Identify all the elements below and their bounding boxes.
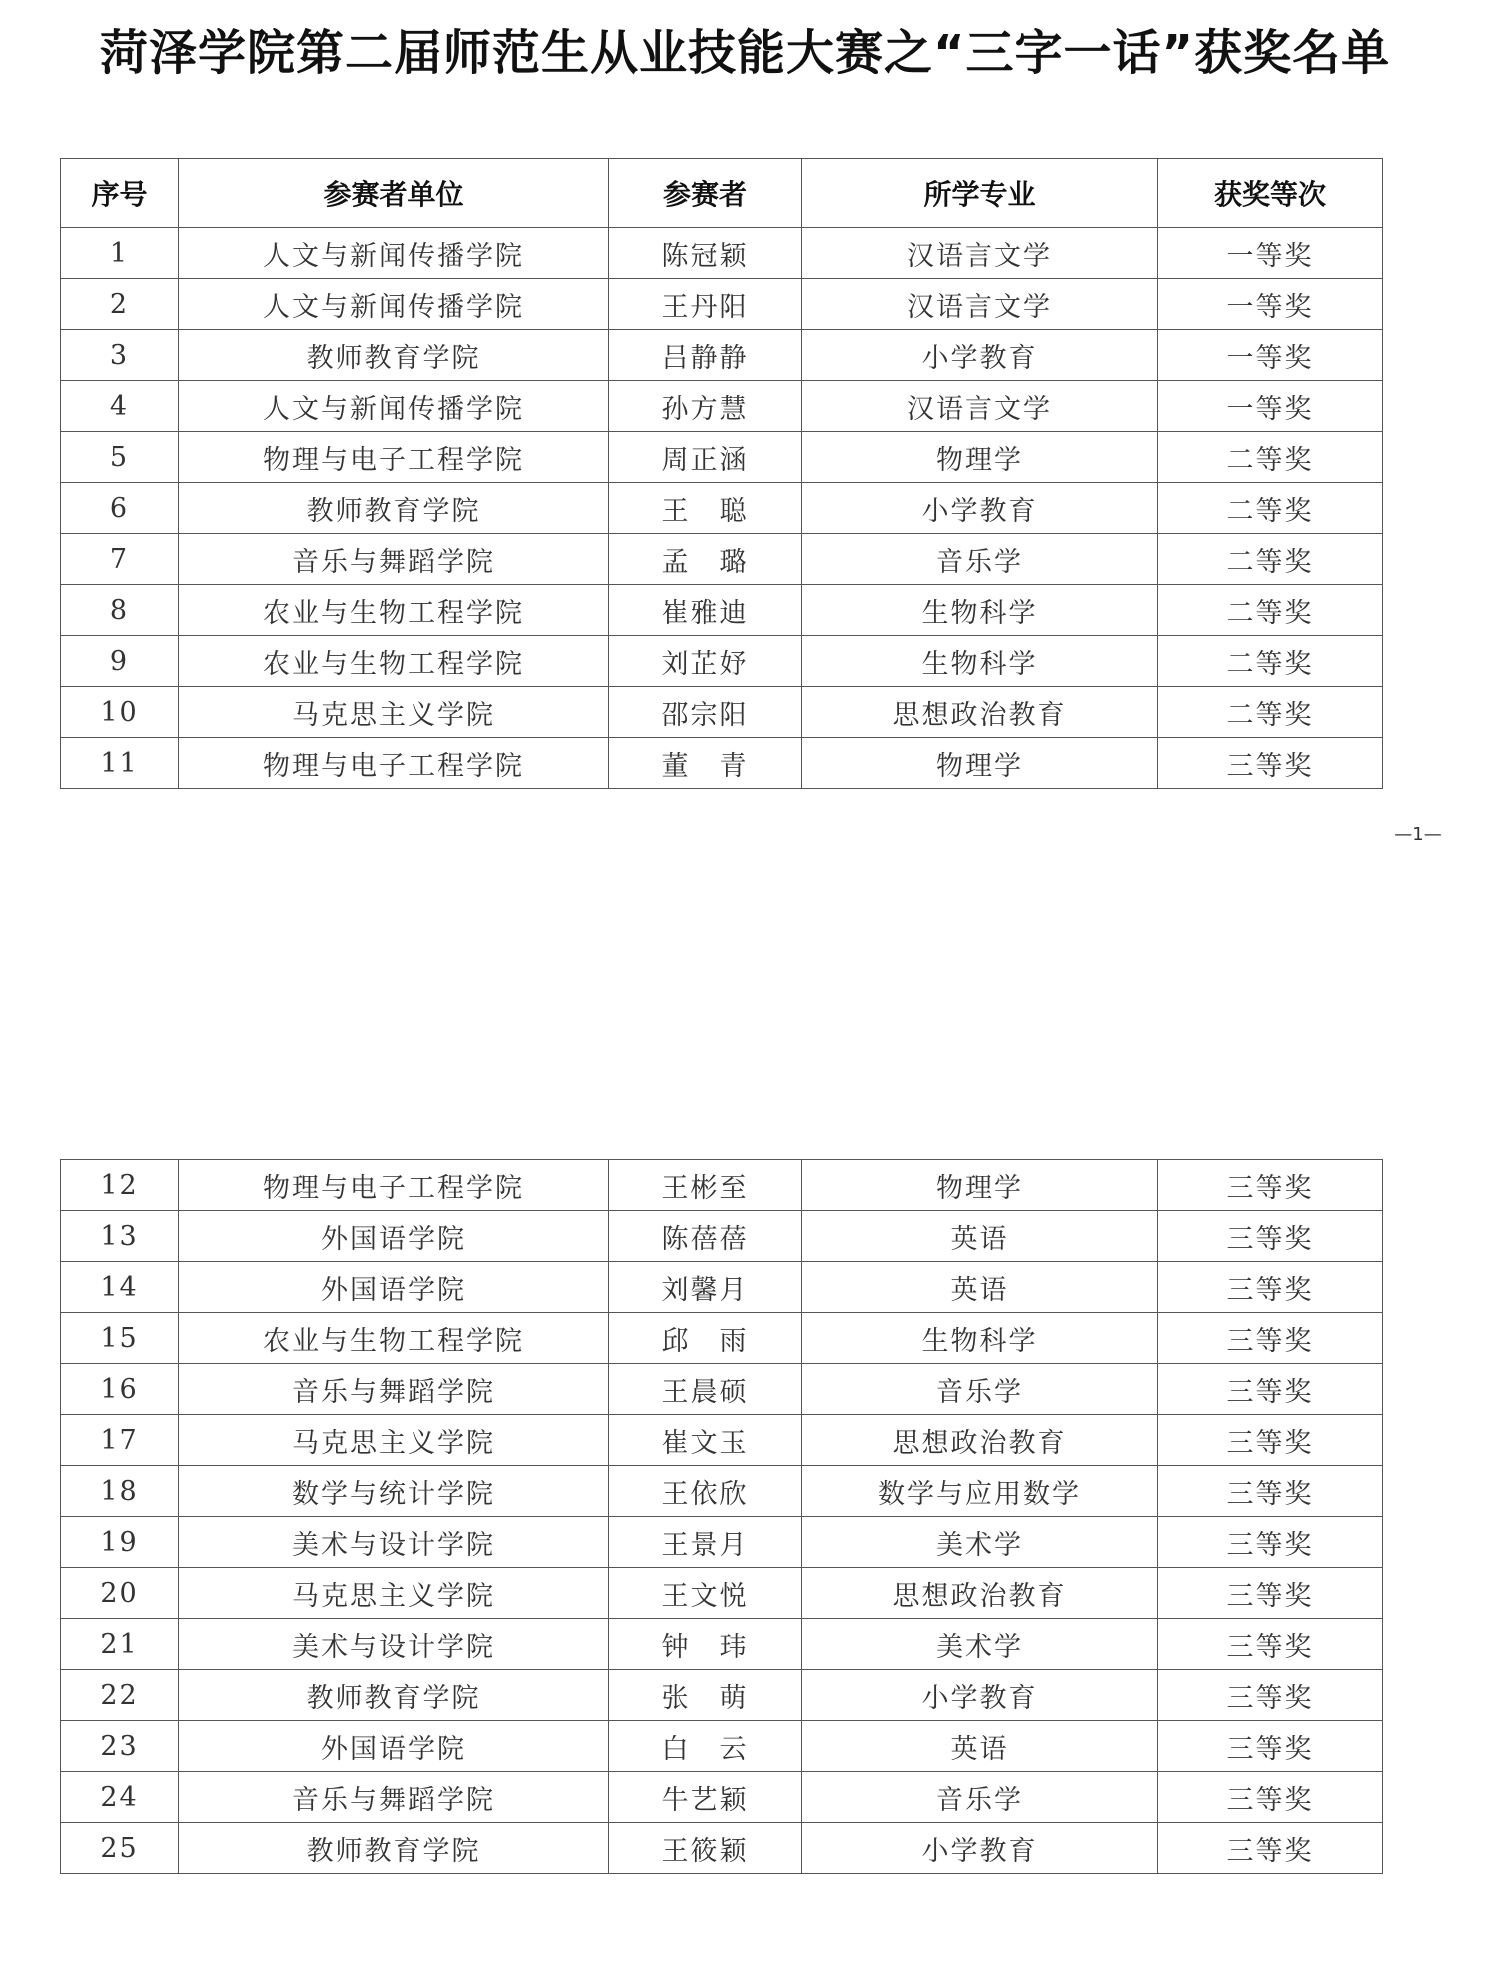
cell-award-level: 三等奖 bbox=[1158, 1313, 1383, 1364]
cell-award-level: 三等奖 bbox=[1158, 1772, 1383, 1823]
cell-participant: 王景月 bbox=[609, 1517, 802, 1568]
header-participant: 参赛者 bbox=[609, 159, 802, 228]
cell-unit: 教师教育学院 bbox=[179, 483, 609, 534]
cell-index: 20 bbox=[61, 1568, 179, 1619]
cell-index: 15 bbox=[61, 1313, 179, 1364]
cell-unit: 农业与生物工程学院 bbox=[179, 636, 609, 687]
cell-major: 思想政治教育 bbox=[802, 1568, 1158, 1619]
cell-unit: 马克思主义学院 bbox=[179, 1415, 609, 1466]
table-row bbox=[61, 1313, 1383, 1364]
table-row bbox=[61, 483, 1383, 534]
cell-index: 21 bbox=[61, 1619, 179, 1670]
cell-participant: 牛艺颖 bbox=[609, 1772, 802, 1823]
cell-award-level: 一等奖 bbox=[1158, 279, 1383, 330]
cell-unit: 人文与新闻传播学院 bbox=[179, 228, 609, 279]
cell-participant: 王晨硕 bbox=[609, 1364, 802, 1415]
table-header-row bbox=[61, 159, 1383, 228]
cell-unit: 农业与生物工程学院 bbox=[179, 1313, 609, 1364]
cell-participant: 邱 雨 bbox=[609, 1313, 802, 1364]
cell-participant: 孟 璐 bbox=[609, 534, 802, 585]
cell-major: 汉语言文学 bbox=[802, 279, 1158, 330]
cell-major: 美术学 bbox=[802, 1619, 1158, 1670]
cell-award-level: 三等奖 bbox=[1158, 1721, 1383, 1772]
table-row bbox=[61, 1619, 1383, 1670]
cell-index: 23 bbox=[61, 1721, 179, 1772]
cell-index: 1 bbox=[61, 228, 179, 279]
cell-unit: 美术与设计学院 bbox=[179, 1619, 609, 1670]
cell-unit: 教师教育学院 bbox=[179, 1823, 609, 1874]
cell-participant: 陈冠颖 bbox=[609, 228, 802, 279]
cell-index: 14 bbox=[61, 1262, 179, 1313]
cell-participant: 崔雅迪 bbox=[609, 585, 802, 636]
cell-unit: 马克思主义学院 bbox=[179, 687, 609, 738]
cell-index: 5 bbox=[61, 432, 179, 483]
cell-index: 2 bbox=[61, 279, 179, 330]
cell-major: 生物科学 bbox=[802, 1313, 1158, 1364]
cell-award-level: 一等奖 bbox=[1158, 228, 1383, 279]
table-row bbox=[61, 1823, 1383, 1874]
cell-participant: 王依欣 bbox=[609, 1466, 802, 1517]
cell-participant: 孙方慧 bbox=[609, 381, 802, 432]
cell-major: 物理学 bbox=[802, 432, 1158, 483]
header-index: 序号 bbox=[61, 159, 179, 228]
cell-index: 3 bbox=[61, 330, 179, 381]
cell-major: 音乐学 bbox=[802, 1772, 1158, 1823]
cell-major: 物理学 bbox=[802, 1160, 1158, 1211]
header-major: 所学专业 bbox=[802, 159, 1158, 228]
cell-unit: 外国语学院 bbox=[179, 1721, 609, 1772]
cell-unit: 教师教育学院 bbox=[179, 330, 609, 381]
cell-major: 美术学 bbox=[802, 1517, 1158, 1568]
cell-major: 小学教育 bbox=[802, 1670, 1158, 1721]
table-row bbox=[61, 381, 1383, 432]
cell-major: 英语 bbox=[802, 1721, 1158, 1772]
cell-award-level: 三等奖 bbox=[1158, 1415, 1383, 1466]
cell-unit: 物理与电子工程学院 bbox=[179, 432, 609, 483]
cell-index: 22 bbox=[61, 1670, 179, 1721]
cell-award-level: 三等奖 bbox=[1158, 738, 1383, 789]
cell-index: 7 bbox=[61, 534, 179, 585]
cell-major: 数学与应用数学 bbox=[802, 1466, 1158, 1517]
cell-award-level: 三等奖 bbox=[1158, 1211, 1383, 1262]
table-row bbox=[61, 636, 1383, 687]
cell-participant: 王丹阳 bbox=[609, 279, 802, 330]
cell-major: 小学教育 bbox=[802, 1823, 1158, 1874]
cell-award-level: 三等奖 bbox=[1158, 1568, 1383, 1619]
cell-index: 16 bbox=[61, 1364, 179, 1415]
cell-award-level: 二等奖 bbox=[1158, 585, 1383, 636]
cell-award-level: 二等奖 bbox=[1158, 483, 1383, 534]
cell-award-level: 二等奖 bbox=[1158, 636, 1383, 687]
table-row bbox=[61, 1262, 1383, 1313]
cell-unit: 数学与统计学院 bbox=[179, 1466, 609, 1517]
cell-unit: 教师教育学院 bbox=[179, 1670, 609, 1721]
table-row bbox=[61, 1160, 1383, 1211]
cell-participant: 白 云 bbox=[609, 1721, 802, 1772]
cell-index: 10 bbox=[61, 687, 179, 738]
cell-index: 6 bbox=[61, 483, 179, 534]
cell-unit: 音乐与舞蹈学院 bbox=[179, 534, 609, 585]
cell-participant: 邵宗阳 bbox=[609, 687, 802, 738]
cell-index: 11 bbox=[61, 738, 179, 789]
table-row bbox=[61, 738, 1383, 789]
cell-unit: 物理与电子工程学院 bbox=[179, 738, 609, 789]
cell-index: 25 bbox=[61, 1823, 179, 1874]
cell-major: 英语 bbox=[802, 1262, 1158, 1313]
cell-participant: 董 青 bbox=[609, 738, 802, 789]
cell-award-level: 三等奖 bbox=[1158, 1262, 1383, 1313]
cell-major: 小学教育 bbox=[802, 483, 1158, 534]
cell-participant: 王文悦 bbox=[609, 1568, 802, 1619]
cell-major: 思想政治教育 bbox=[802, 1415, 1158, 1466]
cell-major: 汉语言文学 bbox=[802, 381, 1158, 432]
cell-index: 8 bbox=[61, 585, 179, 636]
cell-award-level: 一等奖 bbox=[1158, 330, 1383, 381]
cell-participant: 王筱颖 bbox=[609, 1823, 802, 1874]
table-row bbox=[61, 1364, 1383, 1415]
cell-unit: 马克思主义学院 bbox=[179, 1568, 609, 1619]
cell-award-level: 三等奖 bbox=[1158, 1160, 1383, 1211]
cell-unit: 音乐与舞蹈学院 bbox=[179, 1364, 609, 1415]
cell-award-level: 二等奖 bbox=[1158, 687, 1383, 738]
cell-major: 生物科学 bbox=[802, 636, 1158, 687]
cell-index: 4 bbox=[61, 381, 179, 432]
table-row bbox=[61, 687, 1383, 738]
cell-award-level: 三等奖 bbox=[1158, 1823, 1383, 1874]
table-row bbox=[61, 1772, 1383, 1823]
table-row bbox=[61, 279, 1383, 330]
cell-participant: 陈蓓蓓 bbox=[609, 1211, 802, 1262]
table-row bbox=[61, 1211, 1383, 1262]
cell-index: 18 bbox=[61, 1466, 179, 1517]
cell-unit: 音乐与舞蹈学院 bbox=[179, 1772, 609, 1823]
cell-major: 生物科学 bbox=[802, 585, 1158, 636]
cell-unit: 人文与新闻传播学院 bbox=[179, 279, 609, 330]
award-table-part-1 bbox=[60, 158, 1383, 789]
cell-award-level: 二等奖 bbox=[1158, 432, 1383, 483]
cell-unit: 美术与设计学院 bbox=[179, 1517, 609, 1568]
cell-unit: 农业与生物工程学院 bbox=[179, 585, 609, 636]
header-unit: 参赛者单位 bbox=[179, 159, 609, 228]
table-row bbox=[61, 1568, 1383, 1619]
cell-award-level: 二等奖 bbox=[1158, 534, 1383, 585]
table-row bbox=[61, 1721, 1383, 1772]
cell-major: 小学教育 bbox=[802, 330, 1158, 381]
cell-award-level: 三等奖 bbox=[1158, 1619, 1383, 1670]
cell-participant: 钟 玮 bbox=[609, 1619, 802, 1670]
cell-award-level: 三等奖 bbox=[1158, 1670, 1383, 1721]
cell-participant: 周正涵 bbox=[609, 432, 802, 483]
cell-index: 19 bbox=[61, 1517, 179, 1568]
cell-major: 思想政治教育 bbox=[802, 687, 1158, 738]
cell-participant: 崔文玉 bbox=[609, 1415, 802, 1466]
cell-participant: 吕静静 bbox=[609, 330, 802, 381]
table-row bbox=[61, 585, 1383, 636]
page-number: —1— bbox=[1394, 824, 1442, 845]
table-row bbox=[61, 1415, 1383, 1466]
cell-participant: 王 聪 bbox=[609, 483, 802, 534]
cell-award-level: 三等奖 bbox=[1158, 1517, 1383, 1568]
cell-index: 12 bbox=[61, 1160, 179, 1211]
cell-award-level: 一等奖 bbox=[1158, 381, 1383, 432]
cell-participant: 王彬至 bbox=[609, 1160, 802, 1211]
table-row bbox=[61, 330, 1383, 381]
award-table-part-2 bbox=[60, 1159, 1383, 1874]
cell-index: 24 bbox=[61, 1772, 179, 1823]
cell-participant: 刘馨月 bbox=[609, 1262, 802, 1313]
cell-unit: 外国语学院 bbox=[179, 1211, 609, 1262]
table-row bbox=[61, 228, 1383, 279]
cell-unit: 物理与电子工程学院 bbox=[179, 1160, 609, 1211]
table-row bbox=[61, 1466, 1383, 1517]
cell-major: 物理学 bbox=[802, 738, 1158, 789]
cell-major: 音乐学 bbox=[802, 1364, 1158, 1415]
table-row bbox=[61, 1670, 1383, 1721]
cell-index: 13 bbox=[61, 1211, 179, 1262]
cell-major: 英语 bbox=[802, 1211, 1158, 1262]
cell-award-level: 三等奖 bbox=[1158, 1466, 1383, 1517]
cell-unit: 外国语学院 bbox=[179, 1262, 609, 1313]
table-row bbox=[61, 534, 1383, 585]
table-row bbox=[61, 1517, 1383, 1568]
cell-participant: 刘芷妤 bbox=[609, 636, 802, 687]
cell-index: 9 bbox=[61, 636, 179, 687]
cell-major: 汉语言文学 bbox=[802, 228, 1158, 279]
header-award-level: 获奖等次 bbox=[1158, 159, 1383, 228]
cell-unit: 人文与新闻传播学院 bbox=[179, 381, 609, 432]
cell-award-level: 三等奖 bbox=[1158, 1364, 1383, 1415]
document-title: 菏泽学院第二届师范生从业技能大赛之“三字一话”获奖名单 bbox=[100, 25, 1391, 81]
table-row bbox=[61, 432, 1383, 483]
cell-participant: 张 萌 bbox=[609, 1670, 802, 1721]
cell-index: 17 bbox=[61, 1415, 179, 1466]
cell-major: 音乐学 bbox=[802, 534, 1158, 585]
